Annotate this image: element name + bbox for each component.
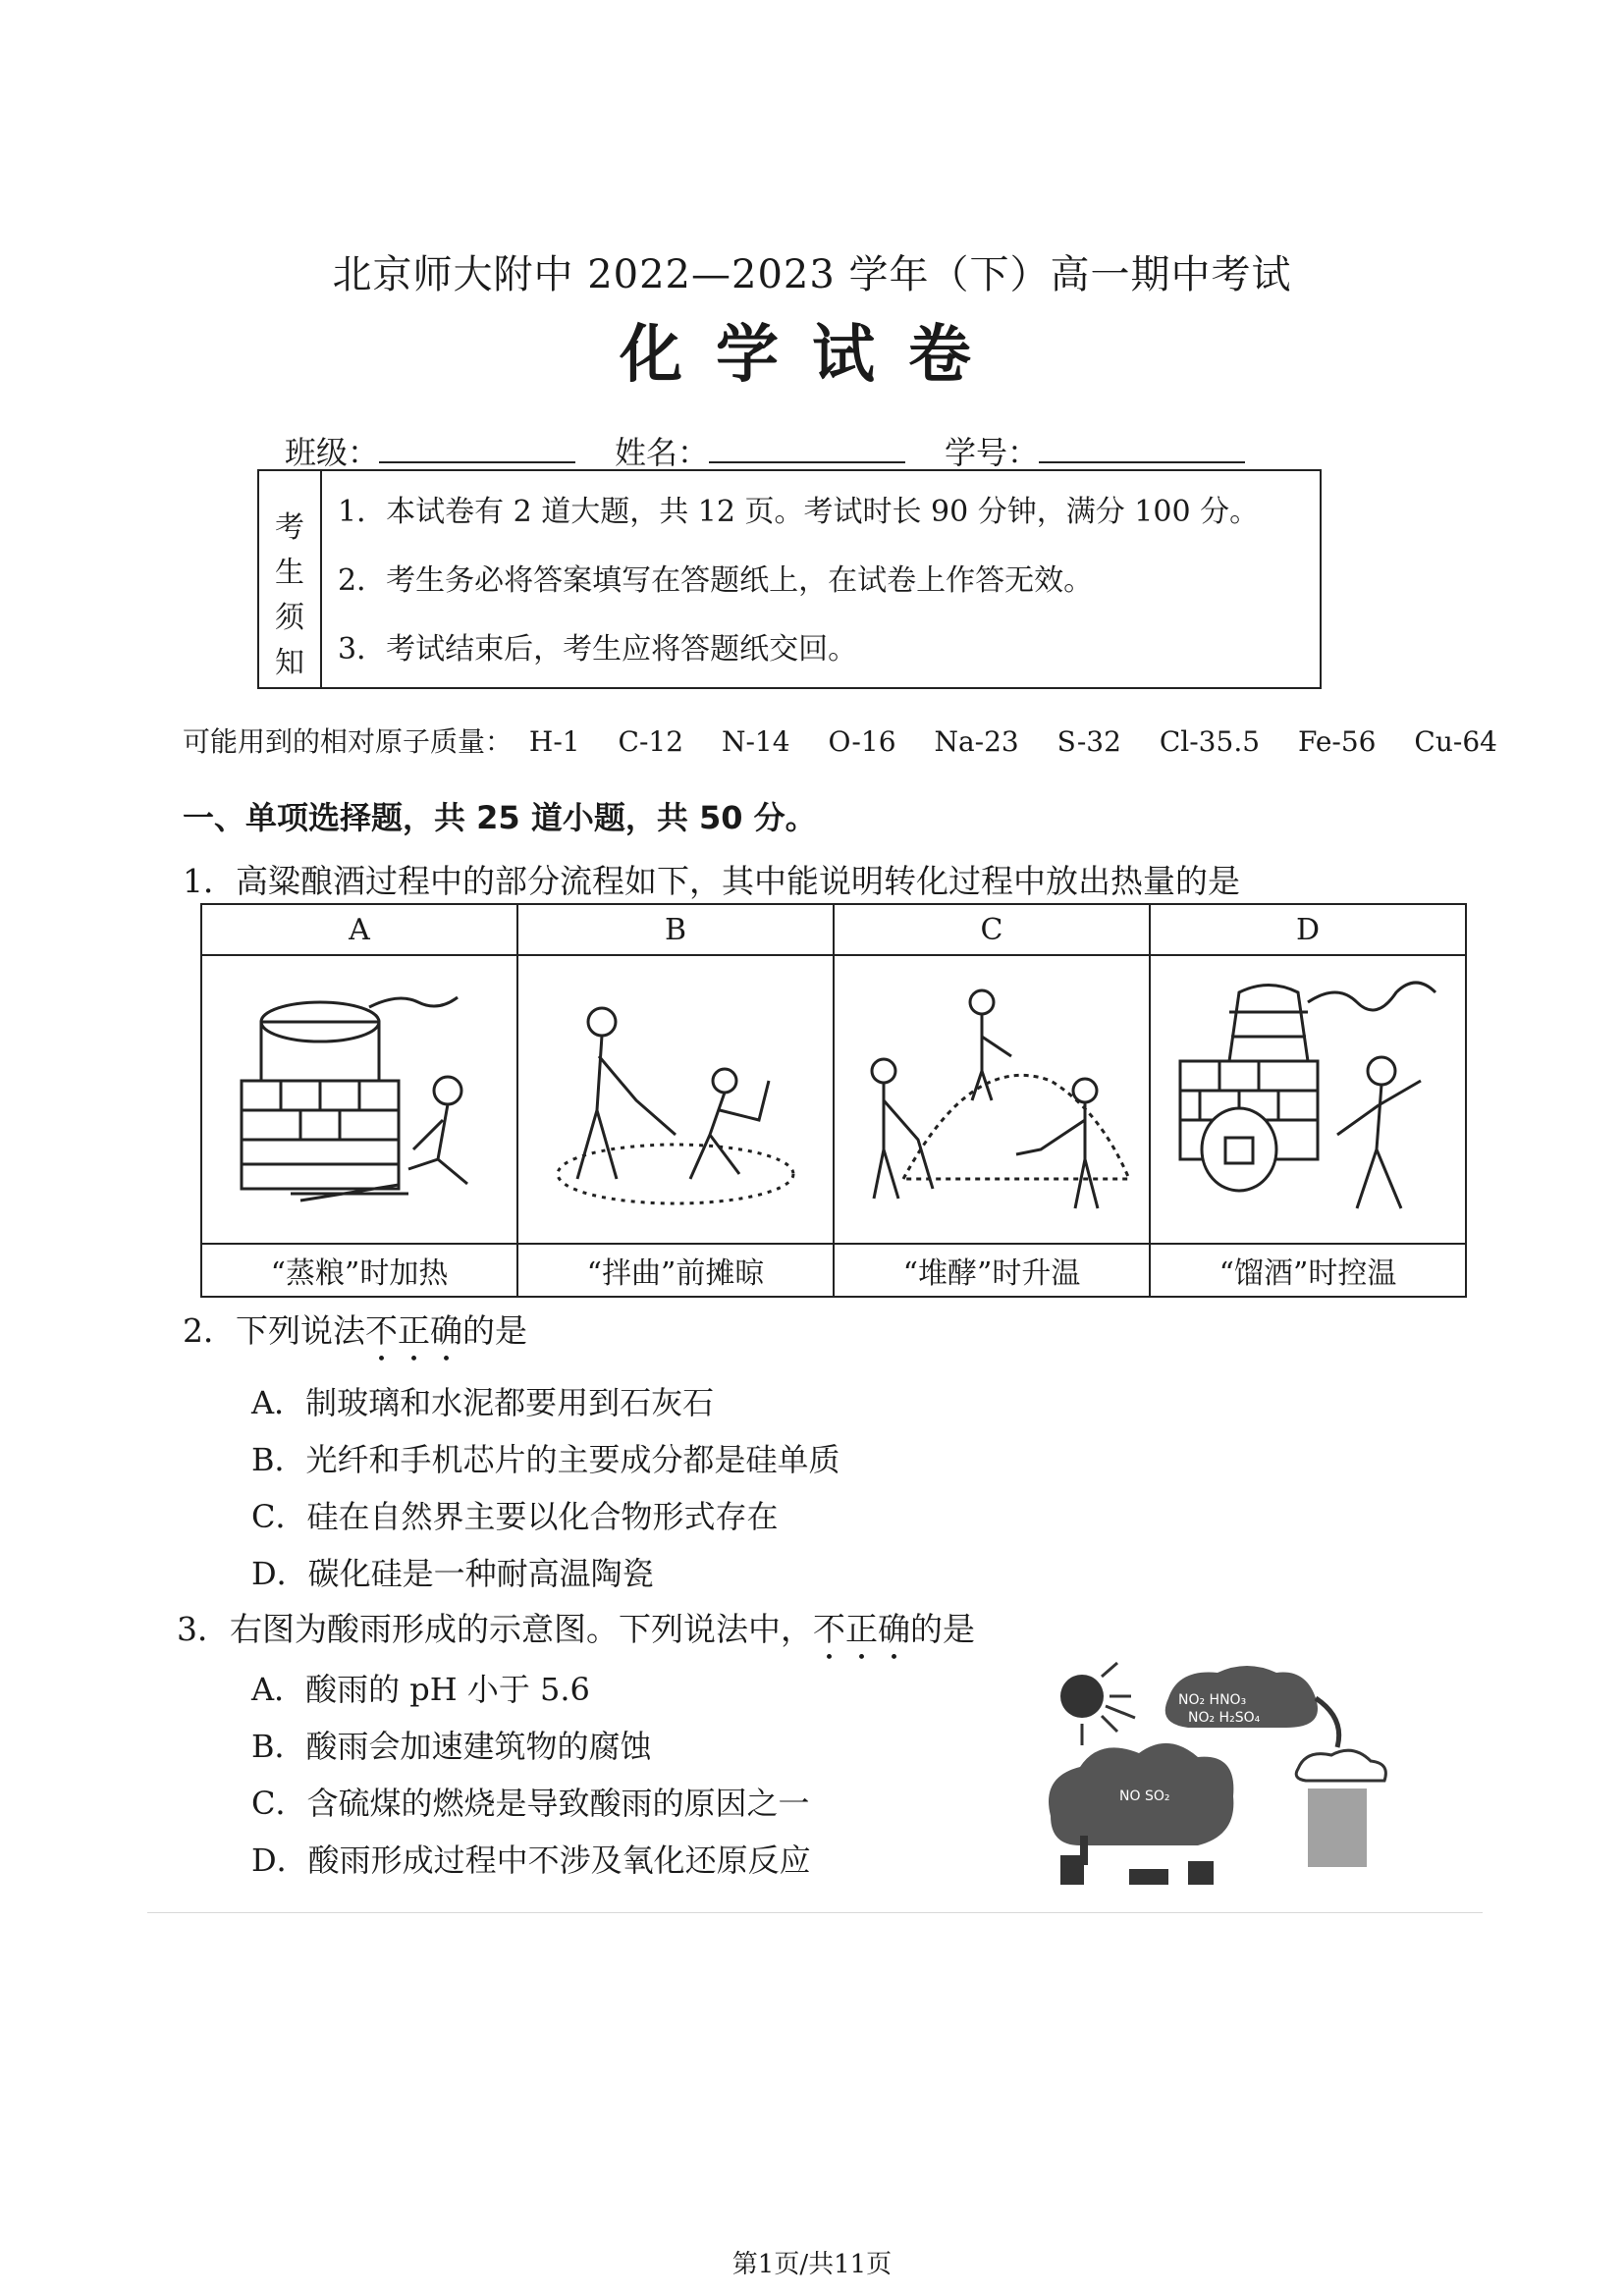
page-number: 第1页/共11页 — [731, 2250, 893, 2279]
notice-char: 生 — [275, 556, 304, 590]
q2-option-b[interactable]: B．光纤和手机芯片的主要成分都是硅单质 — [251, 1441, 840, 1478]
q3-option-c[interactable]: C．含硫煤的燃烧是导致酸雨的原因之一 — [251, 1785, 810, 1822]
atomic-mass: Cl-35.5 — [1159, 725, 1261, 758]
notice-side-label — [259, 471, 322, 687]
class-label: 班级： — [285, 434, 380, 471]
q1-table — [200, 903, 1467, 1298]
id-label: 学号： — [945, 434, 1040, 471]
q2-stem-before: 2．下列说法 — [183, 1311, 365, 1350]
q2-option-a[interactable]: A．制玻璃和水泥都要用到石灰石 — [251, 1384, 715, 1421]
notice-item: 3．考试结束后，考生应将答题纸交回。 — [338, 632, 858, 667]
q2-stem-emphasis: 不正确 — [365, 1311, 462, 1350]
q1-caption-a: “蒸粮”时加热 — [201, 1244, 517, 1297]
notice-char: 考 — [275, 510, 304, 545]
arrow-icon — [1316, 1698, 1339, 1747]
atomic-masses — [183, 721, 1527, 760]
id-blank[interactable] — [1039, 428, 1245, 463]
atomic-mass: S-32 — [1056, 725, 1121, 758]
steaming-illustration — [212, 963, 507, 1228]
q1-caption-d: “馏酒”时控温 — [1150, 1244, 1466, 1297]
fermenting-illustration — [844, 963, 1139, 1228]
q1-col-b: B — [517, 904, 834, 955]
spreading-illustration — [528, 963, 823, 1228]
middle-label: NO₂ H₂SO₄ — [1188, 1710, 1261, 1726]
page-divider — [147, 1912, 1483, 1913]
atomic-mass: C-12 — [618, 725, 684, 758]
q1-stem: 1．高粱酿酒过程中的部分流程如下，其中能说明转化过程中放出热量的是 — [183, 862, 1240, 900]
q1-col-c: C — [834, 904, 1150, 955]
distilling-illustration — [1161, 963, 1455, 1228]
q3-stem — [177, 1604, 975, 1668]
q3-option-b[interactable]: B．酸雨会加速建筑物的腐蚀 — [251, 1728, 652, 1765]
q3-option-a[interactable]: A．酸雨的 pH 小于 5.6 — [251, 1671, 590, 1708]
rain-cloud-icon — [1296, 1750, 1385, 1867]
q2-stem — [183, 1306, 527, 1369]
subject-title: 化学试卷 — [620, 318, 1004, 392]
notice-char: 须 — [275, 601, 304, 635]
lower-label: NO SO₂ — [1119, 1789, 1170, 1804]
q2-option-c[interactable]: C．硅在自然界主要以化合物形式存在 — [251, 1498, 779, 1535]
notice-box — [257, 469, 1322, 689]
sun-icon — [1060, 1663, 1135, 1745]
acid-rain-diagram — [1041, 1659, 1394, 1895]
notice-char: 知 — [275, 646, 304, 680]
q1-caption-c: “堆酵”时升温 — [834, 1244, 1150, 1297]
q3-stem-after: 的是 — [910, 1610, 975, 1648]
atomic-mass: O-16 — [828, 725, 896, 758]
class-blank[interactable] — [379, 428, 575, 463]
name-label: 姓名： — [615, 434, 710, 471]
q3-stem-before: 3．右图为酸雨形成的示意图。下列说法中， — [177, 1610, 813, 1648]
upper-label: NO₂ HNO₃ — [1178, 1692, 1247, 1708]
student-info-row — [285, 428, 1306, 473]
atomic-mass: Fe-56 — [1297, 725, 1377, 758]
atomic-mass: H-1 — [528, 725, 580, 758]
name-blank[interactable] — [709, 428, 905, 463]
q1-col-d: D — [1150, 904, 1466, 955]
atomic-mass: Na-23 — [934, 725, 1019, 758]
q3-stem-emphasis: 不正确 — [813, 1610, 910, 1648]
q1-pic-a — [201, 955, 517, 1244]
q1-pic-d — [1150, 955, 1466, 1244]
notice-items — [338, 485, 1310, 691]
q1-col-a: A — [201, 904, 517, 955]
q1-caption-b: “拌曲”前摊晾 — [517, 1244, 834, 1297]
atomic-masses-label: 可能用到的相对原子质量： — [183, 725, 514, 758]
atomic-mass: Cu-64 — [1414, 725, 1497, 758]
section-title: 一、单项选择题，共 25 道小题，共 50 分。 — [183, 799, 817, 836]
notice-item: 1．本试卷有 2 道大题，共 12 页。考试时长 90 分钟，满分 100 分。 — [338, 495, 1260, 529]
q1-pic-c — [834, 955, 1150, 1244]
q1-pic-b — [517, 955, 834, 1244]
exam-header-title: 北京师大附中 2022—2023 学年（下）高一期中考试 — [332, 252, 1292, 297]
q2-option-d[interactable]: D．碳化硅是一种耐高温陶瓷 — [251, 1555, 654, 1592]
notice-item: 2．考生务必将答案填写在答题纸上，在试卷上作答无效。 — [338, 563, 1094, 598]
q3-option-d[interactable]: D．酸雨形成过程中不涉及氧化还原反应 — [251, 1842, 811, 1879]
q2-stem-after: 的是 — [462, 1311, 527, 1350]
atomic-mass: N-14 — [721, 725, 790, 758]
